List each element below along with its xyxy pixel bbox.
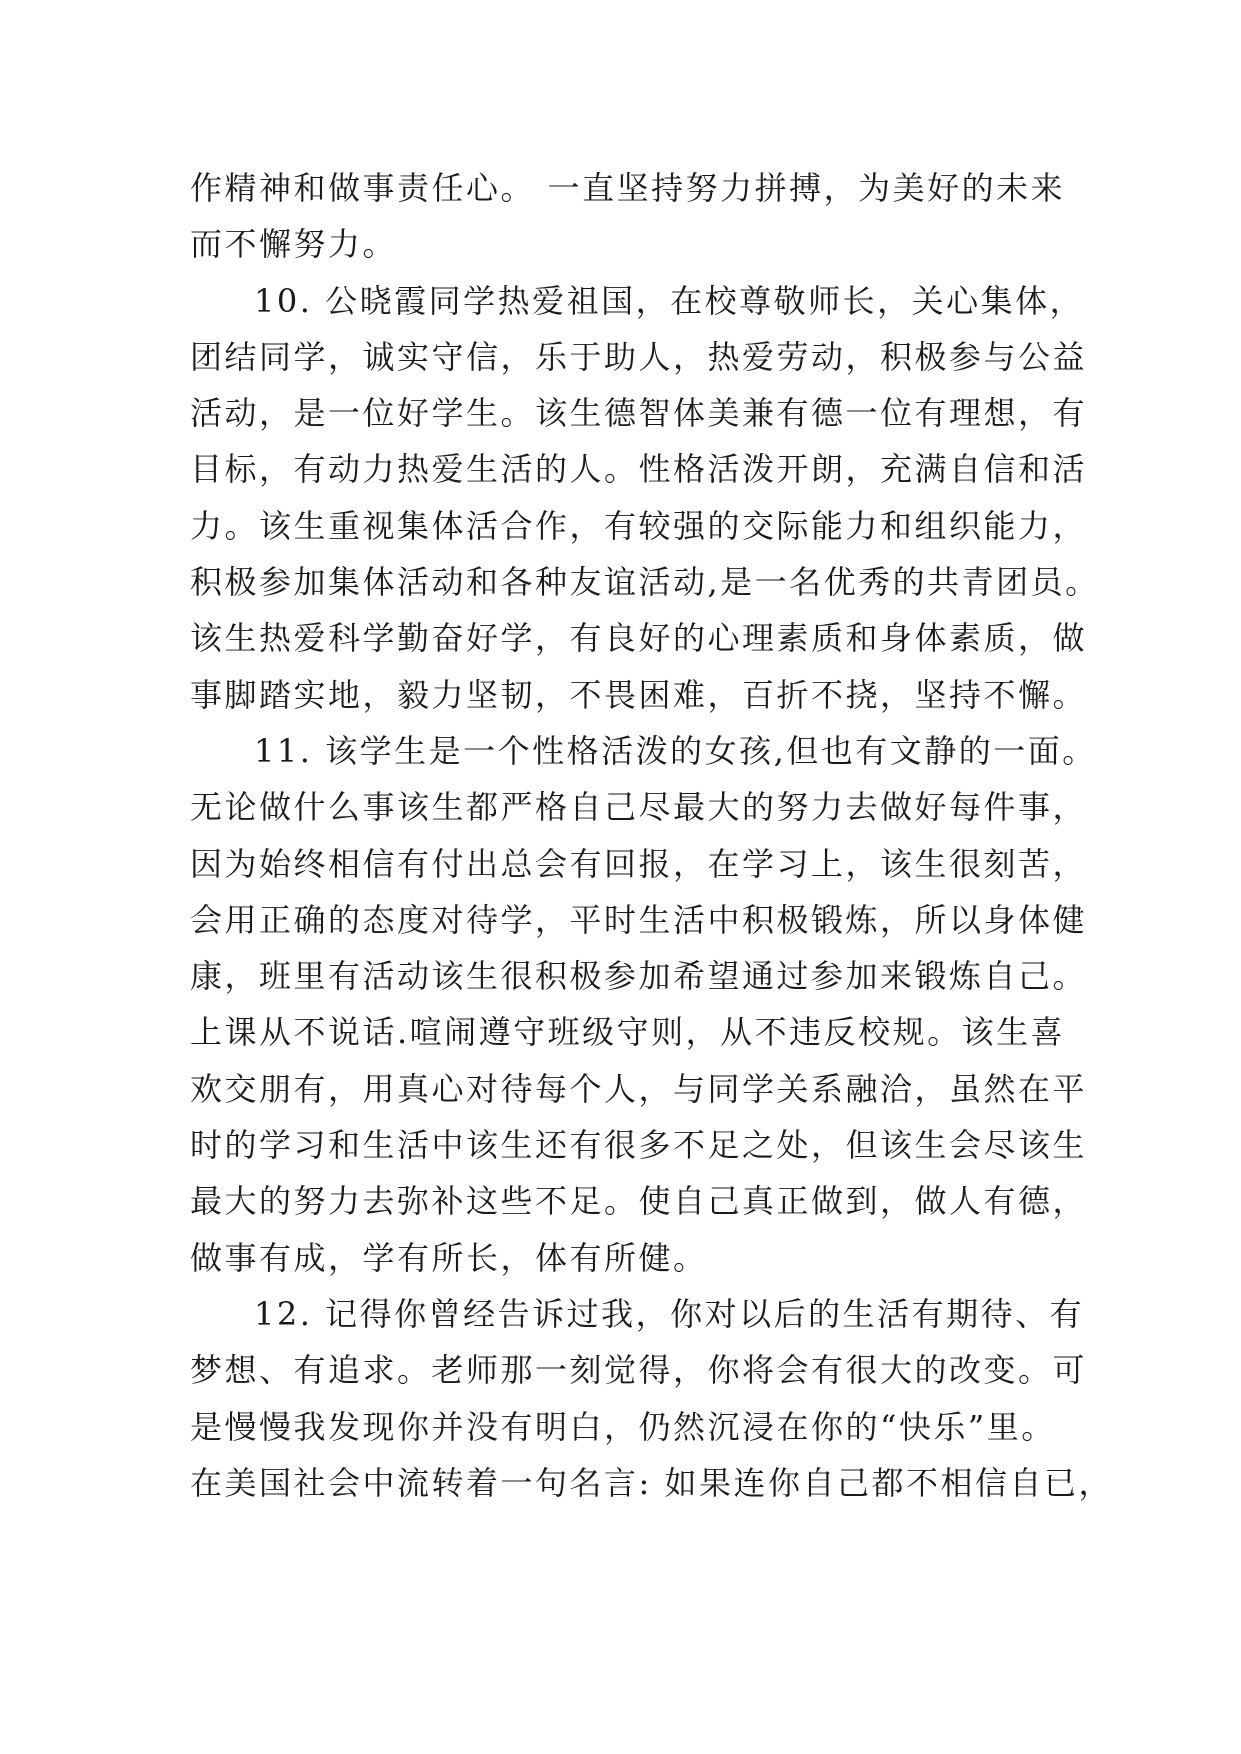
text-line: 做事有成，学有所长，体有所健。 xyxy=(190,1238,708,1277)
text-line: 积极参加集体活动和各种友谊活动,是一名优秀的共青团员。 xyxy=(190,563,1100,602)
text-line: 上课从不说话.喧闹遵守班级守则，从不违反校规。该生喜 xyxy=(190,1013,1066,1052)
text-line: 最大的努力去弥补这些不足。使自己真正做到，做人有德， xyxy=(190,1182,1088,1221)
text-line: 欢交朋有，用真心对待每个人，与同学关系融洽，虽然在平 xyxy=(190,1069,1088,1108)
text-line: 梦想、有追求。老师那一刻觉得，你将会有很大的改变。可 xyxy=(190,1351,1088,1390)
text-line: 无论做什么事该生都严格自己尽最大的努力去做好每件事， xyxy=(190,788,1088,827)
text-line: 力。该生重视集体活合作，有较强的交际能力和组织能力， xyxy=(190,506,1088,545)
paragraph-10-start: 10. 公晓霞同学热爱祖国，在校尊敬师长，关心集体， xyxy=(254,281,1085,320)
text-line: 在美国社会中流转着一句名言: 如果连你自己都不相信自已， xyxy=(190,1463,1113,1502)
text-line: 是慢慢我发现你并没有明白，仍然沉浸在你的“快乐”里。 xyxy=(190,1407,1056,1446)
text-line: 该生热爱科学勤奋好学，有良好的心理素质和身体素质，做 xyxy=(190,619,1088,658)
text-line: 时的学习和生活中该生还有很多不足之处，但该生会尽该生 xyxy=(190,1126,1088,1165)
paragraph-11-start: 11. 该学生是一个性格活泼的女孩,但也有文静的一面。 xyxy=(254,731,1097,770)
text-line: 而不懈努力。 xyxy=(190,225,398,264)
text-line: 目标，有动力热爱生活的人。性格活泼开朗，充满自信和活 xyxy=(190,450,1088,489)
text-line: 康，班里有活动该生很积极参加希望通过参加来锻炼自己。 xyxy=(190,957,1088,996)
text-line: 作精神和做事责任心。 一直坚持努力拼搏，为美好的未来 xyxy=(190,169,1066,207)
text-line: 活动，是一位好学生。该生德智体美兼有德一位有理想，有 xyxy=(190,394,1088,433)
body-text xyxy=(190,160,1113,1511)
text-line: 团结同学，诚实守信，乐于助人，热爱劳动，积极参与公益 xyxy=(190,337,1088,376)
text-line: 会用正确的态度对待学，平时生活中积极锻炼，所以身体健 xyxy=(190,900,1088,939)
text-line: 事脚踏实地，毅力坚韧，不畏困难，百折不挠，坚持不懈。 xyxy=(190,675,1088,714)
text-line: 因为始终相信有付出总会有回报，在学习上，该生很刻苦， xyxy=(190,844,1088,883)
paragraph-12-start: 12. 记得你曾经告诉过我，你对以后的生活有期待、有 xyxy=(254,1294,1085,1333)
